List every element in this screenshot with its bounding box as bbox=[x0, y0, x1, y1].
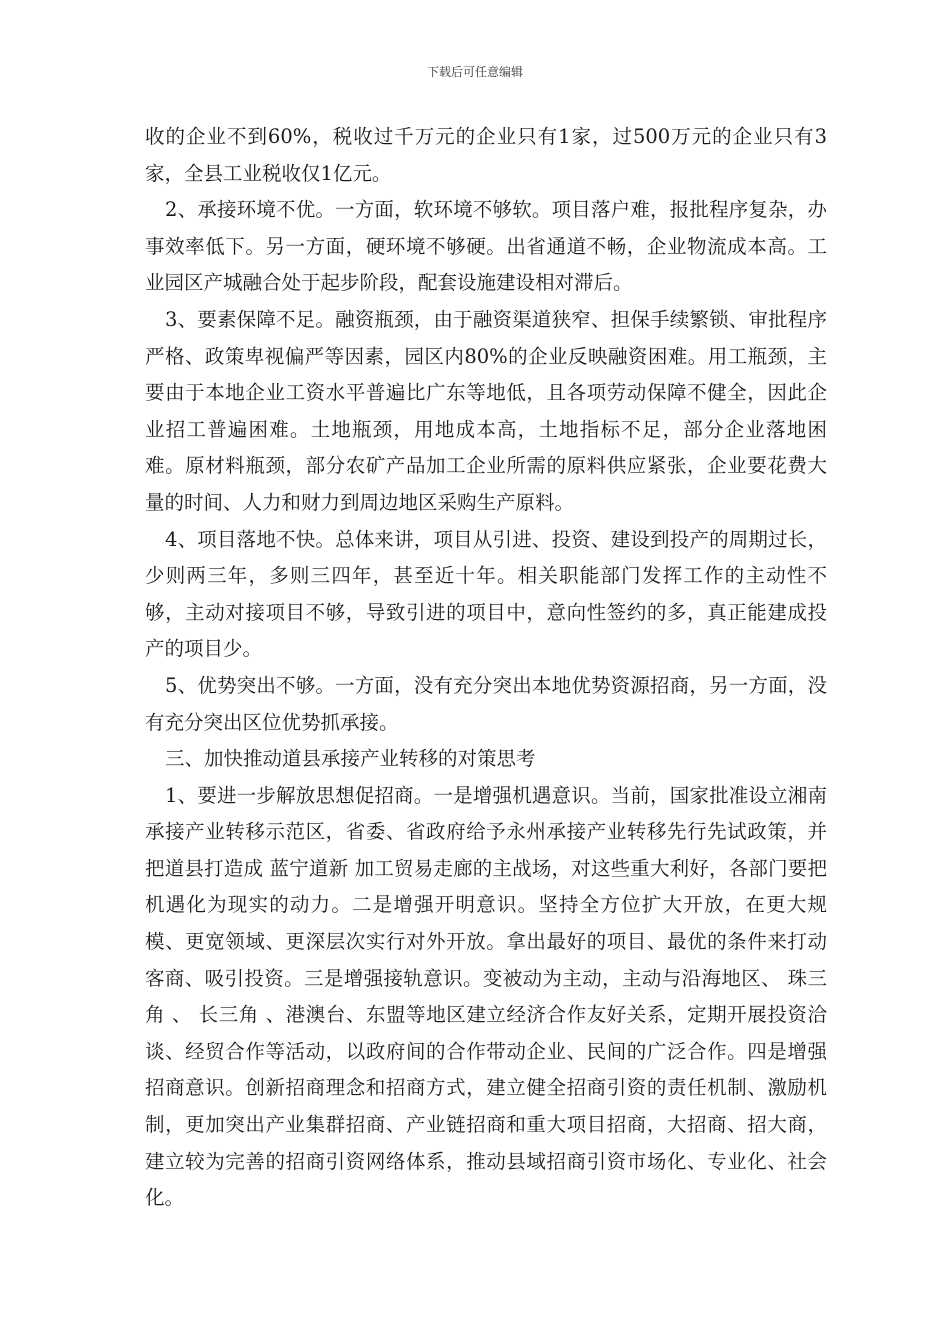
document-body bbox=[145, 119, 827, 1217]
paragraph: 2、承接环境不优。一方面，软环境不够软。项目落户难，报批程序复杂，办事效率低下。另一方面，硬环境不够硬。出省通道不畅，企业物流成本高。工业园区产城融合处于起步阶段，配套设施建设相对滞后。 bbox=[145, 198, 827, 295]
paragraph: 3、要素保障不足。融资瓶颈，由于融资渠道狭窄、担保手续繁锁、审批程序严格、政策卑视偏严等因素，园区内80%的企业反映融资困难。用工瓶颈，主要由于本地企业工资水平普遍比广东等地低，且各项劳动保障不健全，因此企业招工普遍困难。土地瓶颈，用地成本高，土地指标不足，部分企业落地困难。原材料瓶颈，部分农矿产品加工企业所需的原料供应紧张，企业要花费大量的时间、人力和财力到周边地区采购生产原料。 bbox=[145, 307, 827, 514]
section-heading: 三、加快推动道县承接产业转移的对策思考 bbox=[165, 747, 536, 771]
paragraph: 5、优势突出不够。一方面，没有充分突出本地优势资源招商，另一方面，没有充分突出区位优势抓承接。 bbox=[145, 673, 827, 734]
page-header-note: 下载后可任意编辑 bbox=[426, 65, 523, 79]
paragraph: 1、要进一步解放思想促招商。一是增强机遇意识。当前，国家批准设立湘南承接产业转移示范区，省委、省政府给予永州承接产业转移先行先试政策，并把道县打造成 蓝宁道新 加工贸易走廊的主战场，对这些重大利好，各部门要把机遇化为现实的动力。二是增强开明意识。坚持全方位扩大开放，在更大规模、更宽领域、更深层次实行对外开放。拿出最好的项目、最优的条件来打动客商、吸引投资。三是增强接轨意识。变被动为主动，主动与沿海地区、 珠三角 、 长三角 、港澳台、东盟等地区建立经济合作友好关系，定期开展投资洽谈、经贸合作等活动，以政府间的合作带动企业、民间的广泛合作。四是增强招商意识。创新招商理念和招商方式，建立健全招商引资的责任机制、激励机制，更加突出产业集群招商、产业链招商和重大项目招商，大招商、招大商，建立较为完善的招商引资网络体系，推动县域招商引资市场化、专业化、社会化。 bbox=[145, 783, 827, 1210]
paragraph: 收的企业不到60%，税收过千万元的企业只有1家，过500万元的企业只有3家，全县工业税收仅1亿元。 bbox=[145, 125, 827, 185]
paragraph: 4、项目落地不快。总体来讲，项目从引进、投资、建设到投产的周期过长，少则两三年，多则三四年，甚至近十年。相关职能部门发挥工作的主动性不够，主动对接项目不够，导致引进的项目中，意向性签约的多，真正能建成投产的项目少。 bbox=[145, 527, 827, 661]
